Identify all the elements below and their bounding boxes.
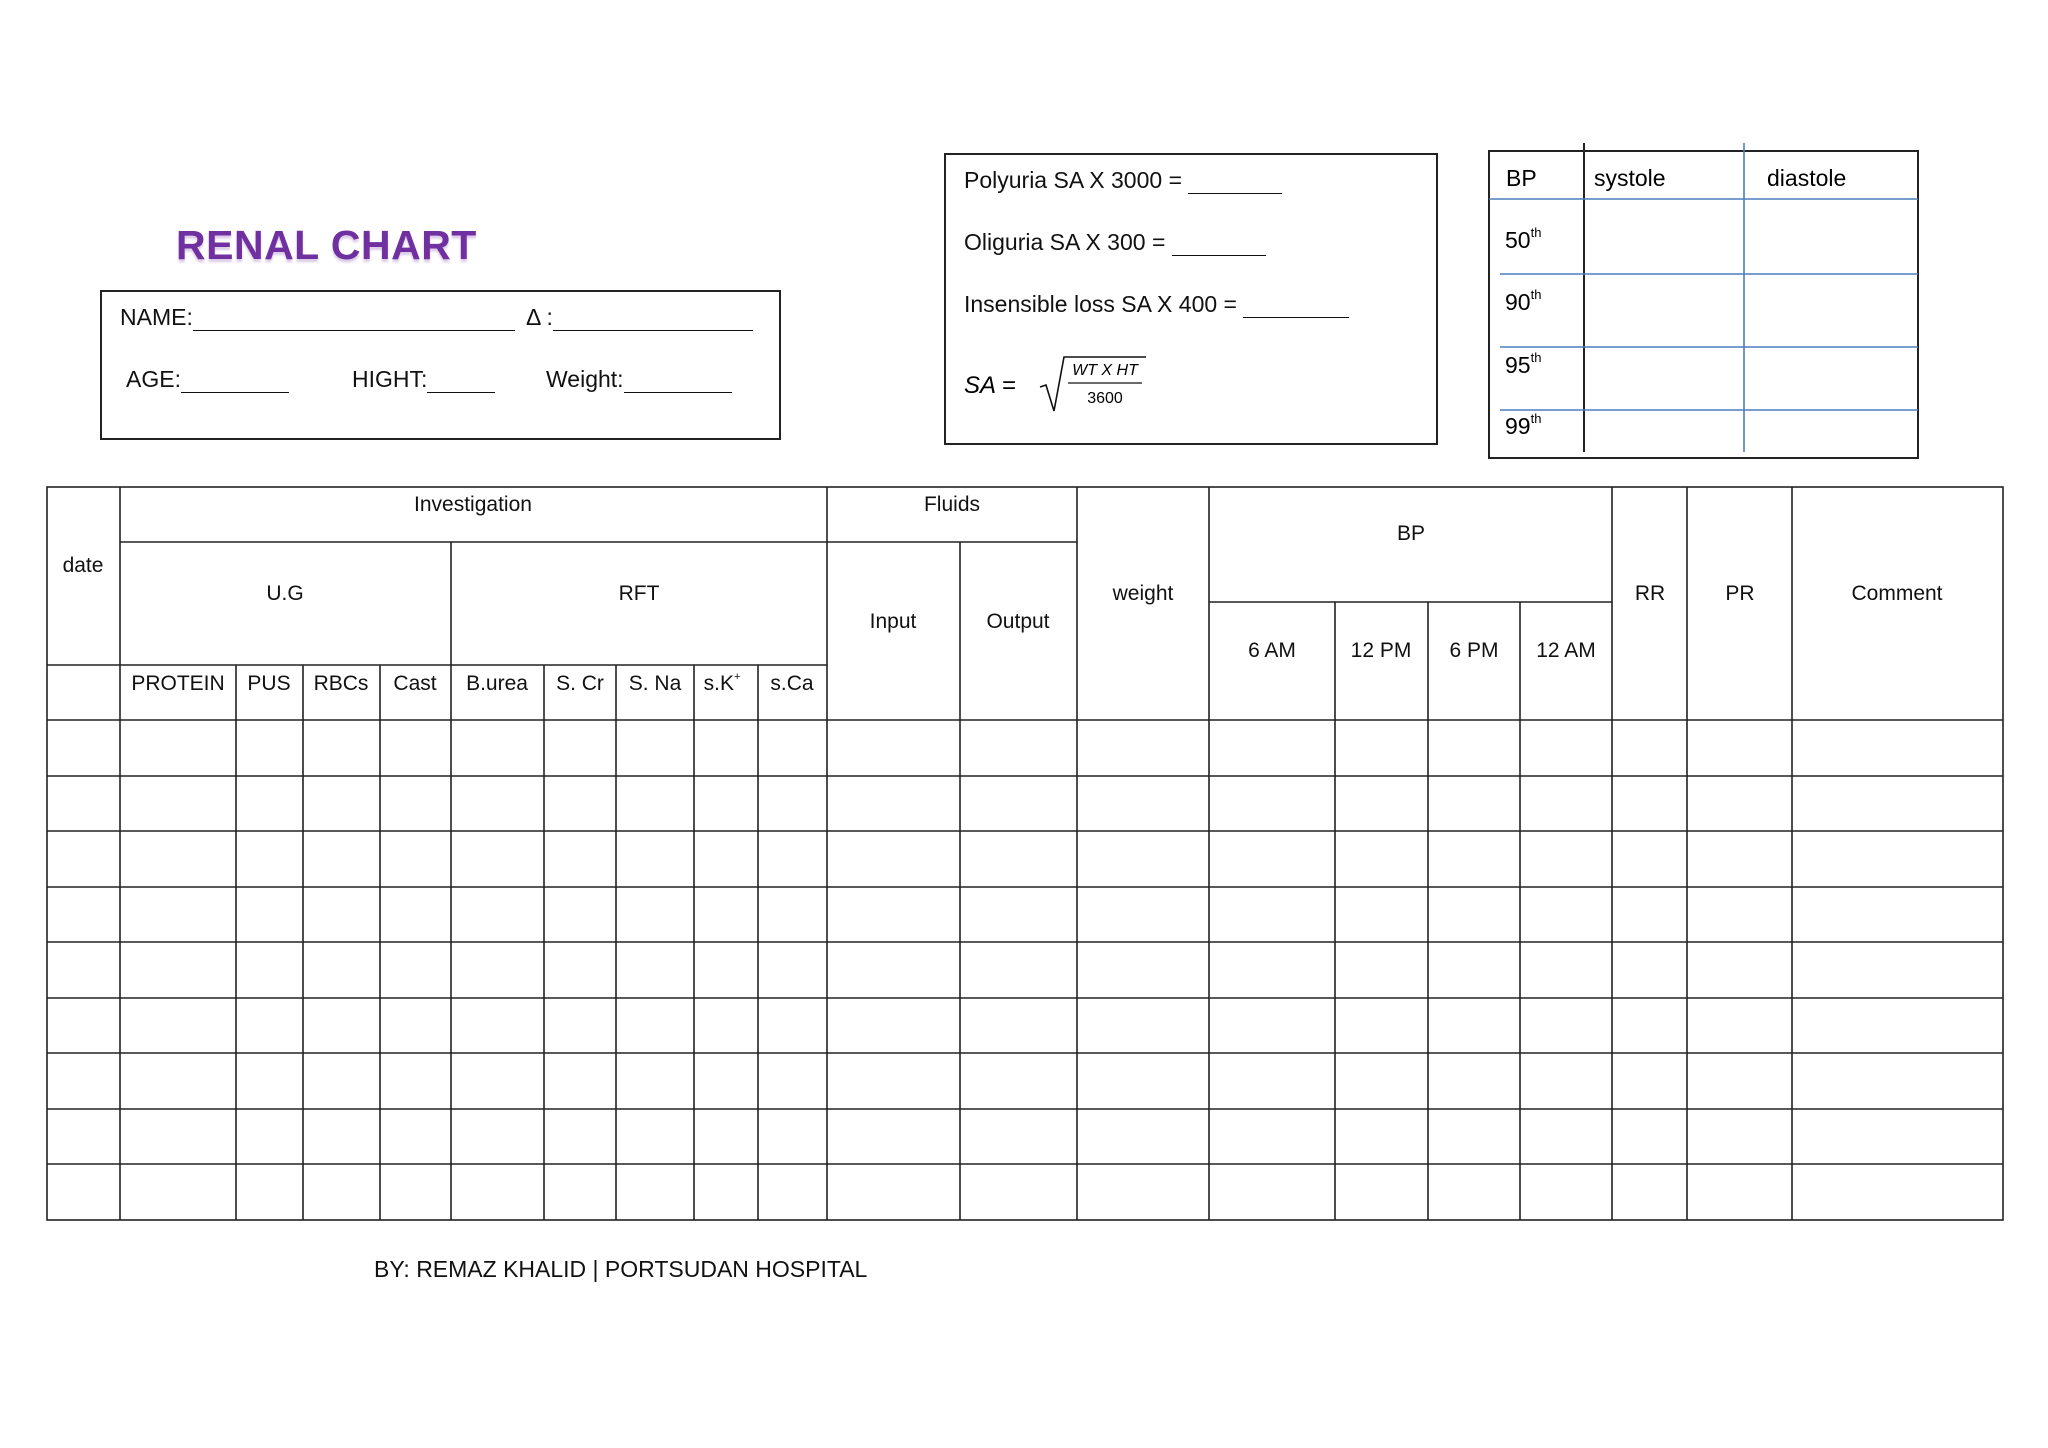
col-investigation: Investigation <box>414 493 532 516</box>
weight-label: Weight: <box>546 366 624 392</box>
bp-ref-row-label: 99th <box>1505 411 1542 439</box>
col-pr: PR <box>1725 582 1755 605</box>
bp-ref-header-bp: BP <box>1506 165 1537 191</box>
col-rr: RR <box>1634 582 1666 605</box>
bp-ref-row-label: 95th <box>1505 350 1542 378</box>
polyuria-label: Polyuria SA X 3000 = <box>964 167 1183 193</box>
page-title: RENAL CHART <box>176 222 477 268</box>
sa-lhs: SA = <box>964 372 1016 399</box>
col-bp-time: 12 PM <box>1350 639 1412 662</box>
col-output: Output <box>986 610 1050 633</box>
col-sk: s.K+ <box>703 671 741 695</box>
bp-ref-header-diastole: diastole <box>1767 165 1847 191</box>
height-label: HIGHT: <box>352 366 428 392</box>
insensible-label: Insensible loss SA X 400 = <box>964 291 1237 317</box>
bp-ref-header-systole: systole <box>1594 165 1666 191</box>
name-label: NAME: <box>120 304 193 330</box>
col-fluids: Fluids <box>923 493 981 516</box>
col-protein: PROTEIN <box>131 672 225 695</box>
delta-label: Δ : <box>526 304 553 330</box>
col-bp-time: 6 AM <box>1248 639 1296 662</box>
footer-credit: BY: REMAZ KHALID | PORTSUDAN HOSPITAL <box>374 1256 868 1282</box>
col-bp-time: 6 PM <box>1449 639 1499 662</box>
col-rft: RFT <box>618 582 660 605</box>
table-grid <box>47 487 2003 1220</box>
bp-ref-row-label: 50th <box>1505 225 1542 253</box>
col-cast: Cast <box>393 672 437 695</box>
col-rbcs: RBCs <box>313 672 369 695</box>
col-sna: S. Na <box>628 672 682 695</box>
col-ug: U.G <box>266 582 304 605</box>
col-sca: s.Ca <box>770 672 814 695</box>
col-weight: weight <box>1112 582 1174 605</box>
bp-ref-row-label: 90th <box>1505 287 1542 315</box>
col-input: Input <box>869 610 917 633</box>
age-label: AGE: <box>126 366 181 392</box>
col-comment: Comment <box>1851 582 1943 605</box>
col-bp-time: 12 AM <box>1536 639 1596 662</box>
col-bp: BP <box>1396 522 1426 545</box>
sa-denominator: 3600 <box>1087 390 1123 407</box>
col-scr: S. Cr <box>556 672 604 695</box>
col-burea: B.urea <box>466 672 528 695</box>
oliguria-label: Oliguria SA X 300 = <box>964 229 1166 255</box>
col-pus: PUS <box>247 672 291 695</box>
sa-numerator: WT X HT <box>1072 362 1138 379</box>
col-date: date <box>62 554 104 577</box>
